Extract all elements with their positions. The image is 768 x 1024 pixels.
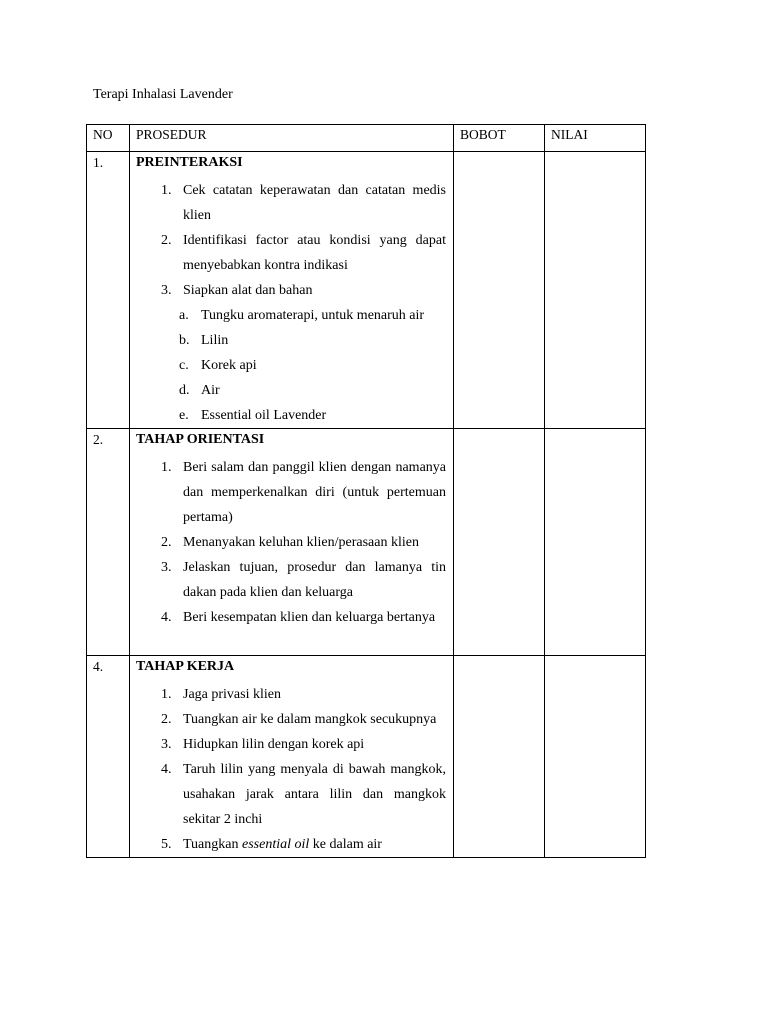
list-marker: 3. bbox=[161, 737, 172, 752]
list-marker: 5. bbox=[161, 837, 172, 852]
list-item bbox=[136, 178, 446, 228]
list-item bbox=[136, 378, 446, 403]
bobot-cell[interactable] bbox=[454, 152, 545, 429]
row-number: 1. bbox=[87, 152, 130, 429]
list-item-text: Jelaskan tujuan, prosedur dan lamanya tin dakan pada klien dan keluarga bbox=[183, 560, 446, 600]
list-item-text: Hidupkan lilin dengan korek api bbox=[183, 737, 365, 752]
table-row bbox=[87, 656, 646, 858]
list-item bbox=[136, 353, 446, 378]
bobot-cell[interactable] bbox=[454, 429, 545, 656]
list-marker: 4. bbox=[161, 610, 172, 625]
list-item bbox=[136, 732, 446, 757]
list-marker: 4. bbox=[161, 762, 172, 777]
list-marker: 1. bbox=[161, 183, 172, 198]
step-list bbox=[136, 682, 446, 857]
list-marker: 3. bbox=[161, 560, 172, 575]
list-marker: 2. bbox=[161, 712, 172, 727]
list-item bbox=[136, 403, 446, 428]
list-item-text bbox=[183, 837, 382, 852]
table-row bbox=[87, 152, 646, 429]
blank-line bbox=[136, 630, 446, 655]
list-item-text: Tungku aromaterapi, untuk menaruh air bbox=[201, 308, 425, 323]
list-item bbox=[136, 555, 446, 605]
list-marker: 3. bbox=[161, 283, 172, 298]
header-nilai: NILAI bbox=[545, 125, 646, 152]
row-number: 4. bbox=[87, 656, 130, 858]
list-item bbox=[136, 682, 446, 707]
list-item bbox=[136, 328, 446, 353]
section-heading: TAHAP ORIENTASI bbox=[136, 432, 265, 447]
list-item-text-italic: essential oil bbox=[242, 837, 310, 852]
list-item bbox=[136, 303, 446, 328]
list-item bbox=[136, 605, 446, 630]
list-marker: e. bbox=[179, 408, 189, 423]
list-marker: 1. bbox=[161, 460, 172, 475]
list-marker: d. bbox=[179, 383, 190, 398]
header-prosedur: PROSEDUR bbox=[130, 125, 454, 152]
list-item-text: Korek api bbox=[201, 358, 257, 373]
list-item-text: Tuangkan air ke dalam mangkok secukupnya bbox=[183, 712, 437, 727]
header-no: NO bbox=[87, 125, 130, 152]
list-item-text: Siapkan alat dan bahan bbox=[183, 283, 313, 298]
list-item-text: Taruh lilin yang menyala di bawah mangkok, usahakan jarak antara lilin dan mangkok sekitar 2 inchi bbox=[183, 762, 446, 827]
list-item-text: Identifikasi factor atau kondisi yang dapat menyebabkan kontra indikasi bbox=[183, 233, 446, 273]
list-marker: 1. bbox=[161, 687, 172, 702]
step-list bbox=[136, 455, 446, 630]
list-marker: 2. bbox=[161, 535, 172, 550]
list-marker: a. bbox=[179, 308, 189, 323]
list-item-text: Beri kesempatan klien dan keluarga bertanya bbox=[183, 610, 436, 625]
procedure-cell bbox=[130, 656, 454, 858]
list-item bbox=[136, 228, 446, 278]
list-marker: b. bbox=[179, 333, 190, 348]
list-marker: 2. bbox=[161, 233, 172, 248]
sub-step-list bbox=[136, 303, 446, 428]
list-item bbox=[136, 757, 446, 832]
list-item-text: Air bbox=[201, 383, 220, 398]
header-bobot: BOBOT bbox=[454, 125, 545, 152]
list-item-text: Beri salam dan panggil klien dengan namanya dan memperkenalkan diri (untuk pertemuan pertama) bbox=[183, 460, 446, 525]
list-item-text: Jaga privasi klien bbox=[183, 687, 281, 702]
list-item-text: Lilin bbox=[201, 333, 229, 348]
list-item bbox=[136, 530, 446, 555]
procedure-cell bbox=[130, 429, 454, 656]
section-heading: TAHAP KERJA bbox=[136, 659, 235, 674]
list-item-text: Cek catatan keperawatan dan catatan medis klien bbox=[183, 183, 446, 223]
list-item-text-part: ke dalam air bbox=[309, 837, 382, 852]
table-row bbox=[87, 429, 646, 656]
document-title: Terapi Inhalasi Lavender bbox=[93, 87, 233, 102]
list-item-text: Essential oil Lavender bbox=[201, 408, 327, 423]
list-item-text: Menanyakan keluhan klien/perasaan klien bbox=[183, 535, 419, 550]
nilai-cell[interactable] bbox=[545, 429, 646, 656]
row-number: 2. bbox=[87, 429, 130, 656]
list-item bbox=[136, 455, 446, 530]
bobot-cell[interactable] bbox=[454, 656, 545, 858]
section-heading: PREINTERAKSI bbox=[136, 155, 243, 170]
nilai-cell[interactable] bbox=[545, 656, 646, 858]
table-header-row bbox=[87, 125, 646, 152]
list-item-text-part: Tuangkan bbox=[183, 837, 242, 852]
list-marker: c. bbox=[179, 358, 189, 373]
list-item bbox=[136, 832, 446, 857]
list-item bbox=[136, 707, 446, 732]
nilai-cell[interactable] bbox=[545, 152, 646, 429]
step-list bbox=[136, 178, 446, 303]
procedure-table bbox=[86, 124, 646, 858]
list-item bbox=[136, 278, 446, 303]
procedure-cell bbox=[130, 152, 454, 429]
